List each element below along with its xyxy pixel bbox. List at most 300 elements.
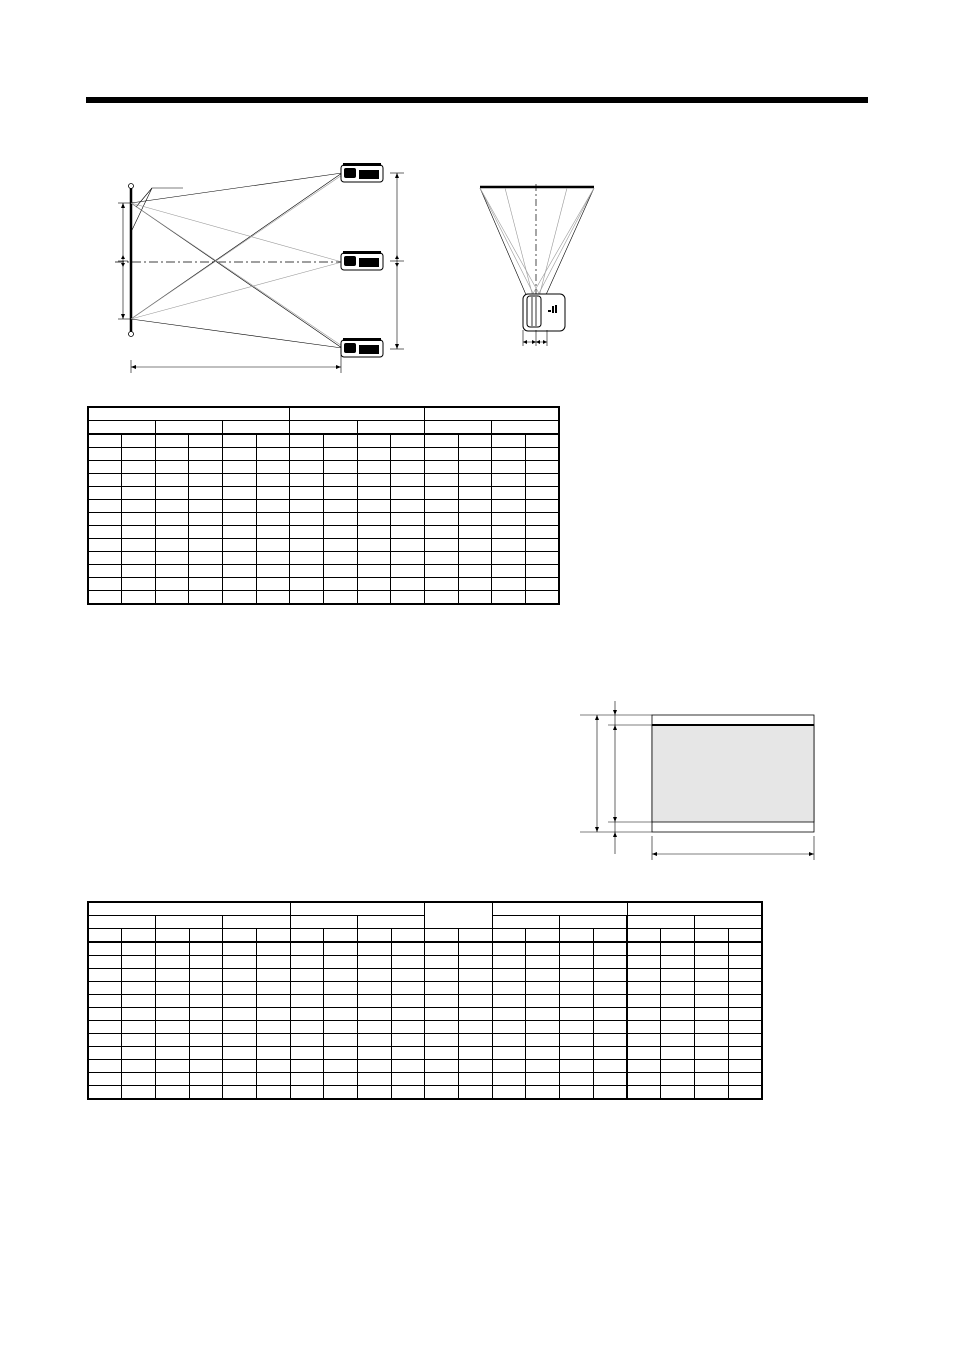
table-cell [290, 929, 324, 943]
table-cell [155, 474, 189, 487]
side-view-projection-diagram [110, 155, 420, 380]
table-cell [459, 1047, 493, 1060]
table-cell [256, 995, 290, 1008]
table-cell [324, 1021, 358, 1034]
table-cell [492, 487, 526, 500]
table-cell [324, 1060, 358, 1073]
header-rule [86, 97, 868, 103]
table-cell [627, 995, 661, 1008]
table-row [88, 539, 559, 552]
table-row [88, 448, 559, 461]
table-cell [492, 982, 526, 995]
table-cell [223, 1021, 257, 1034]
table-cell [627, 902, 762, 916]
table-cell [189, 552, 223, 565]
table-cell [492, 578, 526, 591]
table-cell [358, 1008, 392, 1021]
table-cell [593, 1073, 627, 1086]
table-cell [324, 1047, 358, 1060]
table-cell [728, 1034, 762, 1047]
table-cell [256, 1021, 290, 1034]
table-cell [593, 942, 627, 956]
table-cell [88, 461, 122, 474]
table-cell [627, 1008, 661, 1021]
table-row [88, 956, 762, 969]
table-cell [256, 513, 290, 526]
table-cell [458, 578, 492, 591]
table-row [88, 1047, 762, 1060]
table-cell [189, 448, 223, 461]
table-cell [155, 578, 189, 591]
table-cell [459, 982, 493, 995]
table-row [88, 552, 559, 565]
table-row [88, 500, 559, 513]
table-cell [88, 1047, 122, 1060]
table-cell [627, 1021, 661, 1034]
table-cell [290, 1086, 324, 1100]
table-cell [189, 1021, 223, 1034]
table-row [88, 1060, 762, 1073]
table-cell [122, 552, 156, 565]
table-cell [627, 1086, 661, 1100]
table-cell [424, 407, 559, 421]
table-cell [323, 487, 357, 500]
table-cell [256, 500, 290, 513]
table-cell [661, 995, 695, 1008]
table-cell [458, 487, 492, 500]
table-cell [155, 539, 189, 552]
table-cell [189, 474, 223, 487]
table-cell [560, 982, 594, 995]
table-cell [661, 1008, 695, 1021]
table-cell [627, 929, 661, 943]
table-cell [358, 1047, 392, 1060]
table-row [88, 1008, 762, 1021]
table-cell [189, 1073, 223, 1086]
table-cell [391, 565, 425, 578]
table-cell [492, 591, 526, 605]
table-cell [358, 1060, 392, 1073]
table-row [88, 995, 762, 1008]
table-cell [357, 552, 391, 565]
table-cell [155, 929, 189, 943]
table-cell [425, 1073, 459, 1086]
table-1 [87, 406, 560, 605]
table-cell [256, 969, 290, 982]
table-cell [391, 995, 425, 1008]
table-cell [155, 1086, 189, 1100]
table-cell [290, 578, 324, 591]
projector-side-view-icon [341, 338, 383, 357]
table-cell [155, 565, 189, 578]
table-cell [728, 956, 762, 969]
table-cell [728, 1008, 762, 1021]
table-cell [88, 565, 122, 578]
table-cell [323, 578, 357, 591]
table-cell [391, 513, 425, 526]
table-cell [290, 407, 425, 421]
table-row [88, 1021, 762, 1034]
table-cell [88, 513, 122, 526]
table-cell [391, 500, 425, 513]
table-cell [526, 1086, 560, 1100]
table-cell [391, 1073, 425, 1086]
table-cell [189, 982, 223, 995]
table-cell [155, 513, 189, 526]
table-cell [256, 526, 290, 539]
table-cell [593, 1021, 627, 1034]
table-cell [88, 1073, 122, 1086]
table-cell [155, 487, 189, 500]
table-cell [357, 526, 391, 539]
table-cell [155, 995, 189, 1008]
table-cell [223, 474, 257, 487]
table-cell [358, 916, 425, 929]
table-header-row [88, 421, 559, 435]
table-cell [525, 513, 559, 526]
table-cell [424, 578, 458, 591]
table-cell [391, 942, 425, 956]
table-cell [223, 1034, 257, 1047]
table-cell [358, 942, 392, 956]
table-cell [290, 982, 324, 995]
table-cell [525, 591, 559, 605]
table-cell [560, 956, 594, 969]
table-cell [88, 916, 155, 929]
table-cell [694, 942, 728, 956]
table-cell [88, 956, 122, 969]
table-cell [525, 539, 559, 552]
table-cell [391, 1086, 425, 1100]
table-cell [290, 1060, 324, 1073]
table-cell [223, 1086, 257, 1100]
table-cell [425, 1047, 459, 1060]
table-cell [256, 474, 290, 487]
table-cell [391, 448, 425, 461]
table-cell [122, 982, 156, 995]
table-cell [122, 956, 156, 969]
table-cell [525, 526, 559, 539]
table-cell [492, 1047, 526, 1060]
table-cell [155, 1073, 189, 1086]
table-cell [290, 448, 324, 461]
table-cell [391, 1034, 425, 1047]
table-cell [256, 565, 290, 578]
table-cell [189, 461, 223, 474]
table-cell [424, 487, 458, 500]
table-cell [256, 956, 290, 969]
table-cell [526, 969, 560, 982]
table-cell [425, 1060, 459, 1073]
table-cell [492, 1086, 526, 1100]
table-cell [122, 513, 156, 526]
table-cell [728, 1086, 762, 1100]
table-cell [88, 1008, 122, 1021]
table-cell [425, 982, 459, 995]
table-cell [526, 929, 560, 943]
table-cell [661, 982, 695, 995]
table-cell [155, 448, 189, 461]
table-cell [425, 1034, 459, 1047]
table-cell [627, 1060, 661, 1073]
table-cell [223, 500, 257, 513]
table-cell [290, 995, 324, 1008]
table-row [88, 565, 559, 578]
table-cell [290, 500, 324, 513]
table-cell [357, 539, 391, 552]
table-cell [88, 500, 122, 513]
table-cell [324, 995, 358, 1008]
table-cell [492, 500, 526, 513]
table-cell [290, 591, 324, 605]
table-cell [458, 513, 492, 526]
table-cell [424, 552, 458, 565]
table-cell [492, 421, 559, 435]
table-cell [425, 956, 459, 969]
table-cell [492, 552, 526, 565]
table-cell [560, 1034, 594, 1047]
table-cell [290, 942, 324, 956]
table-cell [88, 942, 122, 956]
table-row [88, 513, 559, 526]
table-cell [661, 1021, 695, 1034]
table-cell [358, 1021, 392, 1034]
table-cell [324, 969, 358, 982]
table-cell [661, 1060, 695, 1073]
table-cell [358, 982, 392, 995]
table-cell [155, 434, 189, 448]
table-cell [256, 1008, 290, 1021]
table-cell [88, 969, 122, 982]
table-cell [122, 929, 156, 943]
table-cell [189, 929, 223, 943]
table-cell [223, 487, 257, 500]
table-cell [122, 474, 156, 487]
table-cell [290, 434, 324, 448]
table-cell [122, 461, 156, 474]
table-cell [593, 969, 627, 982]
table-cell [189, 969, 223, 982]
table-cell [459, 942, 493, 956]
table-cell [424, 500, 458, 513]
table-cell [425, 1008, 459, 1021]
table-cell [525, 434, 559, 448]
table-cell [560, 1021, 594, 1034]
table-cell [357, 591, 391, 605]
table-cell [526, 1034, 560, 1047]
table-cell [593, 1034, 627, 1047]
table-cell [155, 1060, 189, 1073]
table-cell [627, 1047, 661, 1060]
table-cell [324, 1008, 358, 1021]
table-cell [525, 461, 559, 474]
table-cell [290, 421, 357, 435]
table-cell [391, 578, 425, 591]
table-cell [358, 929, 392, 943]
table-cell [256, 539, 290, 552]
table-cell [323, 552, 357, 565]
table-cell [223, 448, 257, 461]
table-row [88, 1086, 762, 1100]
table-cell [122, 995, 156, 1008]
table-cell [290, 916, 357, 929]
table-cell [526, 995, 560, 1008]
table-row [88, 942, 762, 956]
table-cell [323, 448, 357, 461]
table-cell [122, 434, 156, 448]
table-cell [256, 487, 290, 500]
table-cell [324, 1073, 358, 1086]
table-cell [593, 929, 627, 943]
table-cell [459, 929, 493, 943]
table-cell [223, 552, 257, 565]
table-cell [290, 1008, 324, 1021]
table-cell [391, 461, 425, 474]
table-cell [627, 942, 661, 956]
table-cell [560, 1060, 594, 1073]
table-cell [223, 929, 257, 943]
table-cell [424, 461, 458, 474]
table-row [88, 578, 559, 591]
table-cell [661, 969, 695, 982]
table-cell [223, 995, 257, 1008]
table-row [88, 969, 762, 982]
table-cell [155, 421, 222, 435]
table-cell [223, 421, 290, 435]
screen-image-area [652, 725, 814, 822]
table-cell [458, 565, 492, 578]
table-cell [323, 591, 357, 605]
table-cell [459, 1086, 493, 1100]
table-cell [560, 1086, 594, 1100]
table-cell [728, 1060, 762, 1073]
table-cell [88, 539, 122, 552]
table-cell [155, 916, 222, 929]
table-cell [290, 487, 324, 500]
table-cell [458, 591, 492, 605]
table-cell [492, 565, 526, 578]
table-cell [459, 995, 493, 1008]
table-cell [459, 1021, 493, 1034]
table-cell [88, 448, 122, 461]
table-cell [492, 969, 526, 982]
table-cell [525, 487, 559, 500]
table-row [88, 1034, 762, 1047]
table-cell [189, 539, 223, 552]
table-cell [560, 1073, 594, 1086]
table-cell [492, 474, 526, 487]
table-cell [424, 591, 458, 605]
table-cell [189, 1034, 223, 1047]
table-cell [728, 942, 762, 956]
table-cell [425, 929, 459, 943]
table-cell [357, 448, 391, 461]
table-cell [694, 969, 728, 982]
table-cell [458, 474, 492, 487]
table-cell [357, 565, 391, 578]
table-cell [358, 956, 392, 969]
table-cell [525, 578, 559, 591]
table-cell [122, 578, 156, 591]
table-cell [357, 474, 391, 487]
table-cell [88, 1034, 122, 1047]
table-row [88, 474, 559, 487]
table-cell [256, 591, 290, 605]
table-cell [223, 578, 257, 591]
table-cell [526, 956, 560, 969]
table-cell [458, 539, 492, 552]
table-cell [155, 591, 189, 605]
table-cell [155, 969, 189, 982]
table-cell [694, 995, 728, 1008]
table-cell [256, 942, 290, 956]
table-cell [256, 461, 290, 474]
table-cell [694, 1034, 728, 1047]
table-cell [357, 461, 391, 474]
table-cell [492, 995, 526, 1008]
table-cell [391, 1021, 425, 1034]
table-cell [223, 942, 257, 956]
table-cell [223, 1047, 257, 1060]
table-cell [88, 995, 122, 1008]
table-cell [290, 902, 425, 916]
table-cell [223, 956, 257, 969]
table-cell [391, 1060, 425, 1073]
table-header-row [88, 902, 762, 916]
table-cell [627, 982, 661, 995]
table-cell [627, 1073, 661, 1086]
table-cell [290, 969, 324, 982]
table-cell [223, 969, 257, 982]
table-cell [88, 434, 122, 448]
table-cell [458, 461, 492, 474]
table-cell [525, 500, 559, 513]
table-cell [694, 1073, 728, 1086]
top-view-projection-diagram [475, 180, 600, 350]
table-cell [189, 565, 223, 578]
table-cell [391, 474, 425, 487]
table-cell [88, 474, 122, 487]
table-cell [593, 995, 627, 1008]
table-cell [223, 513, 257, 526]
table-cell [357, 487, 391, 500]
table-row [88, 591, 559, 605]
table-cell [189, 591, 223, 605]
table-cell [189, 578, 223, 591]
table-row [88, 526, 559, 539]
table-cell [425, 969, 459, 982]
table-cell [357, 513, 391, 526]
table-cell [694, 929, 728, 943]
table-cell [459, 969, 493, 982]
table-cell [256, 1086, 290, 1100]
table-cell [122, 1086, 156, 1100]
table-cell [256, 1060, 290, 1073]
table-cell [525, 565, 559, 578]
table-cell [458, 552, 492, 565]
table-cell [728, 982, 762, 995]
table-cell [323, 434, 357, 448]
table-cell [661, 1034, 695, 1047]
table-cell [661, 1086, 695, 1100]
table-cell [358, 995, 392, 1008]
table-cell [525, 448, 559, 461]
table-cell [694, 956, 728, 969]
table-cell [324, 1086, 358, 1100]
table-cell [256, 929, 290, 943]
table-header-row [88, 407, 559, 421]
table-cell [492, 929, 526, 943]
